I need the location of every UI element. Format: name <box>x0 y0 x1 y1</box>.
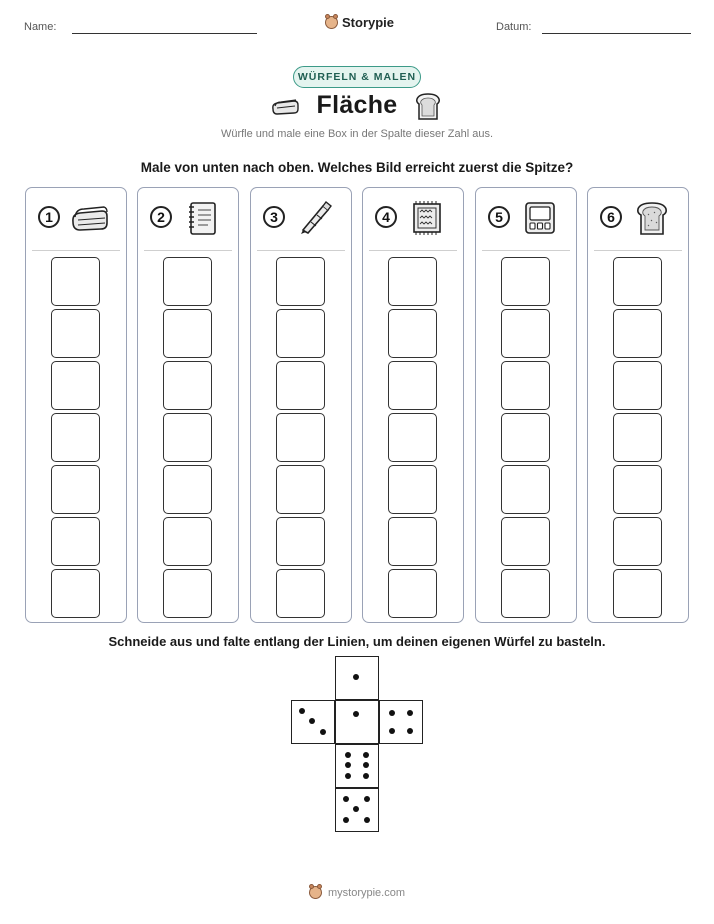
footer-url[interactable]: mystorypie.com <box>327 886 406 899</box>
color-box[interactable] <box>51 309 100 358</box>
color-box[interactable] <box>163 309 212 358</box>
cut-instruction: Schneide aus und falte entlang der Linien, um deinen eigenen Würfel zu basteln. <box>108 634 606 649</box>
column-number: 4 <box>375 206 397 228</box>
column-number: 1 <box>38 206 60 228</box>
color-box[interactable] <box>388 257 437 306</box>
color-box[interactable] <box>613 361 662 410</box>
pip <box>299 708 305 714</box>
color-box[interactable] <box>163 569 212 618</box>
color-box[interactable] <box>163 257 212 306</box>
color-box[interactable] <box>51 569 100 618</box>
pip <box>364 817 370 823</box>
color-box[interactable] <box>51 413 100 462</box>
color-box[interactable] <box>388 361 437 410</box>
color-box[interactable] <box>388 517 437 566</box>
column-6 <box>587 187 689 623</box>
column-number: 3 <box>263 206 285 228</box>
color-box[interactable] <box>163 413 212 462</box>
pip <box>353 806 359 812</box>
column-header <box>369 188 457 251</box>
column-header <box>32 188 120 251</box>
color-box[interactable] <box>613 309 662 358</box>
color-box[interactable] <box>51 465 100 514</box>
column-header <box>482 188 570 251</box>
color-box[interactable] <box>163 517 212 566</box>
pip <box>343 796 349 802</box>
pip <box>320 729 326 735</box>
die-face-6 <box>335 744 379 788</box>
pip <box>407 728 413 734</box>
die-face-1 <box>335 656 379 700</box>
footer <box>0 886 714 899</box>
column-4 <box>362 187 464 623</box>
color-box[interactable] <box>613 569 662 618</box>
notebook-icon <box>182 200 222 236</box>
color-box[interactable] <box>501 309 550 358</box>
brand-name: Storypie <box>342 15 395 30</box>
pip <box>389 710 395 716</box>
pip <box>345 773 351 779</box>
bear-icon <box>309 886 322 899</box>
color-box[interactable] <box>276 465 325 514</box>
pip <box>309 718 315 724</box>
name-label: Name: <box>24 21 57 33</box>
toast-icon <box>632 200 672 236</box>
instruction-text: Male von unten nach oben. Welches Bild erreicht zuerst die Spitze? <box>140 160 574 175</box>
column-number: 6 <box>600 206 622 228</box>
color-box[interactable] <box>51 257 100 306</box>
pip <box>363 752 369 758</box>
bear-icon <box>325 16 338 29</box>
color-box[interactable] <box>501 465 550 514</box>
column-header <box>594 188 682 251</box>
color-box[interactable] <box>388 309 437 358</box>
color-box[interactable] <box>501 361 550 410</box>
color-box[interactable] <box>51 517 100 566</box>
column-header <box>144 188 232 251</box>
color-box[interactable] <box>163 465 212 514</box>
pip <box>343 817 349 823</box>
page-title: Fläche <box>316 91 398 119</box>
pip <box>345 762 351 768</box>
color-box[interactable] <box>501 413 550 462</box>
pip <box>363 762 369 768</box>
date-line[interactable] <box>542 33 691 34</box>
color-box[interactable] <box>276 517 325 566</box>
page-subtitle: Würfle und male eine Box in der Spalte dieser Zahl aus. <box>220 128 494 140</box>
color-box[interactable] <box>276 569 325 618</box>
color-box[interactable] <box>388 569 437 618</box>
color-box[interactable] <box>276 413 325 462</box>
rug-icon <box>407 200 447 236</box>
color-box[interactable] <box>163 361 212 410</box>
color-box[interactable] <box>276 257 325 306</box>
color-box[interactable] <box>388 413 437 462</box>
pip <box>364 796 370 802</box>
color-box[interactable] <box>51 361 100 410</box>
die-face-4 <box>379 700 423 744</box>
color-box[interactable] <box>613 413 662 462</box>
column-5 <box>475 187 577 623</box>
color-box[interactable] <box>276 309 325 358</box>
pip <box>363 773 369 779</box>
pip <box>353 674 359 680</box>
die-face-3 <box>291 700 335 744</box>
color-box[interactable] <box>613 465 662 514</box>
name-line[interactable] <box>72 33 257 34</box>
color-box[interactable] <box>613 257 662 306</box>
die-face-5 <box>335 788 379 832</box>
column-number: 5 <box>488 206 510 228</box>
activity-badge: WÜRFELN & MALEN <box>293 66 421 88</box>
column-number: 2 <box>150 206 172 228</box>
color-box[interactable] <box>613 517 662 566</box>
towels-icon <box>70 200 110 236</box>
column-1 <box>25 187 127 623</box>
color-box[interactable] <box>276 361 325 410</box>
pip <box>389 728 395 734</box>
crayon-icon <box>295 200 335 236</box>
pip <box>345 752 351 758</box>
storypie-logo <box>325 15 394 30</box>
column-header <box>257 188 345 251</box>
column-2 <box>137 187 239 623</box>
color-box[interactable] <box>501 569 550 618</box>
toast-icon <box>415 93 441 121</box>
die-face-1 <box>335 700 379 744</box>
color-box[interactable] <box>388 465 437 514</box>
microwave-icon <box>520 200 560 236</box>
color-box[interactable] <box>501 257 550 306</box>
color-box[interactable] <box>501 517 550 566</box>
date-label: Datum: <box>496 21 532 33</box>
pip <box>353 711 359 717</box>
column-3 <box>250 187 352 623</box>
pip <box>407 710 413 716</box>
